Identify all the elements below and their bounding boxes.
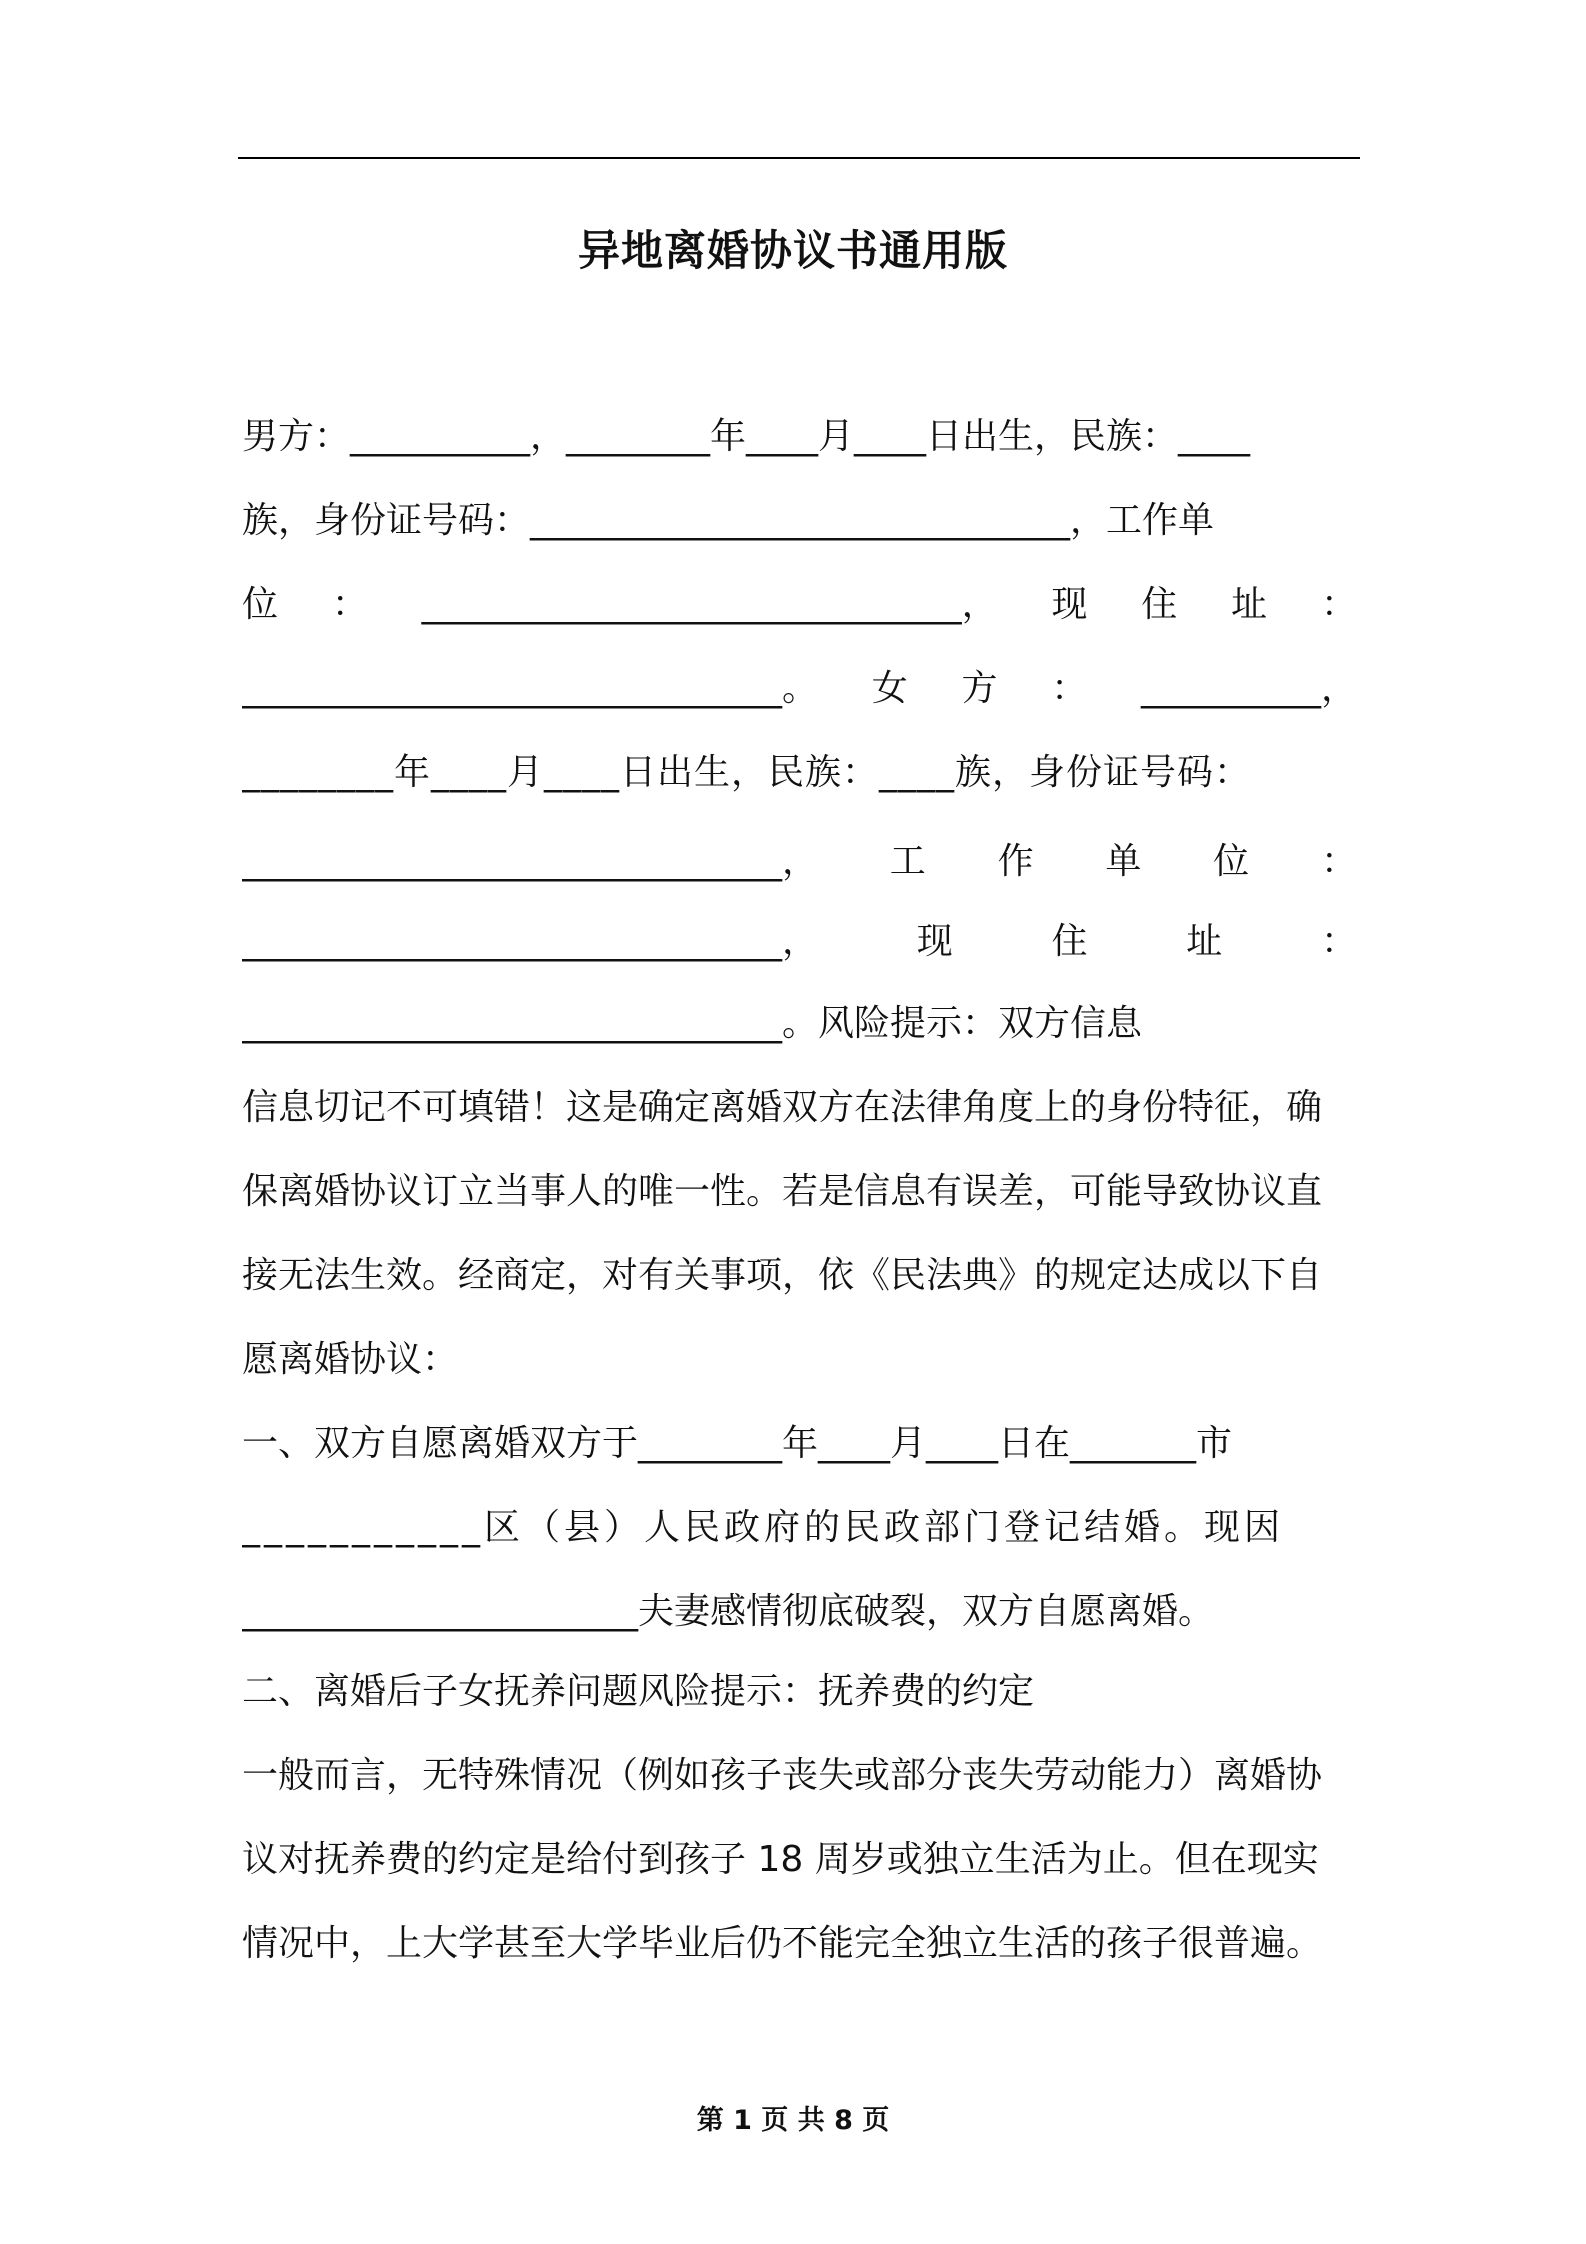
text-line-17: 一般而言，无特殊情况（例如孩子丧失或部分丧失劳动能力）离婚协 [242, 1755, 1323, 1796]
text-line-3 [242, 581, 1357, 629]
text-line-18: 议对抚养费的约定是给付到孩子 18 周岁或独立生活为止。但在现实 [242, 1839, 1319, 1880]
text-line-13: 一、双方自愿离婚双方于________年____月____日在_______市 [242, 1423, 1233, 1464]
word: 现 [1051, 584, 1088, 625]
word: 位 [1213, 841, 1250, 882]
text-line-1: 男方：__________，________年____月____日出生，民族：____ [242, 416, 1251, 457]
word: 址 [1186, 921, 1223, 962]
word: 现 [916, 921, 953, 962]
page-footer: 第 1 页 共 8 页 [696, 2105, 890, 2136]
text-line-16: 二、离婚后子女抚养问题风险提示：抚养费的约定 [242, 1671, 1035, 1712]
text-line-7 [242, 918, 1357, 966]
text-line-2: 族，身份证号码：______________________________，工作单 [242, 500, 1215, 541]
word: ： [1320, 921, 1357, 962]
word: ： [331, 584, 368, 625]
text-line-12: 愿离婚协议： [242, 1339, 459, 1380]
word: 工 [889, 841, 926, 882]
text-line-4 [242, 665, 1357, 713]
word: 位 [242, 584, 279, 625]
word: 方 [961, 668, 998, 709]
text-line-15: ______________________夫妻感情彻底破裂，双方自愿离婚。 [242, 1591, 1215, 1632]
text-line-10: 保离婚协议订立当事人的唯一性。若是信息有误差，可能导致协议直 [242, 1171, 1323, 1212]
word: 单 [1105, 841, 1142, 882]
header-rule [238, 157, 1360, 159]
word: ： [1320, 841, 1357, 882]
blank-field: ______________________________， [421, 584, 998, 625]
blank-field: ______________________________， [242, 841, 818, 882]
text-line-19: 情况中，上大学甚至大学毕业后仍不能完全独立生活的孩子很普遍。 [242, 1923, 1323, 1964]
word: 住 [1051, 921, 1088, 962]
word: 作 [997, 841, 1034, 882]
blank-field: __________， [1140, 668, 1357, 709]
blank-field: ______________________________， [242, 921, 818, 962]
text-line-9: 信息切记不可填错！这是确定离婚双方在法律角度上的身份特征，确 [242, 1087, 1323, 1128]
blank-field: ______________________________。 [242, 668, 818, 709]
word: ： [1051, 668, 1088, 709]
text-line-6 [242, 838, 1357, 886]
text-line-14: ___________区（县）人民政府的民政部门登记结婚。现因 [242, 1507, 1285, 1548]
word: 女 [871, 668, 908, 709]
document-title: 异地离婚协议书通用版 [577, 226, 1008, 275]
text-line-8: ______________________________。风险提示：双方信息 [242, 1003, 1143, 1044]
word: 址 [1231, 584, 1268, 625]
word: ： [1320, 584, 1357, 625]
text-line-5: ________年____月____日出生，民族：____族，身份证号码： [242, 752, 1252, 793]
word: 住 [1141, 584, 1178, 625]
text-line-11: 接无法生效。经商定，对有关事项，依《民法典》的规定达成以下自 [242, 1255, 1323, 1296]
